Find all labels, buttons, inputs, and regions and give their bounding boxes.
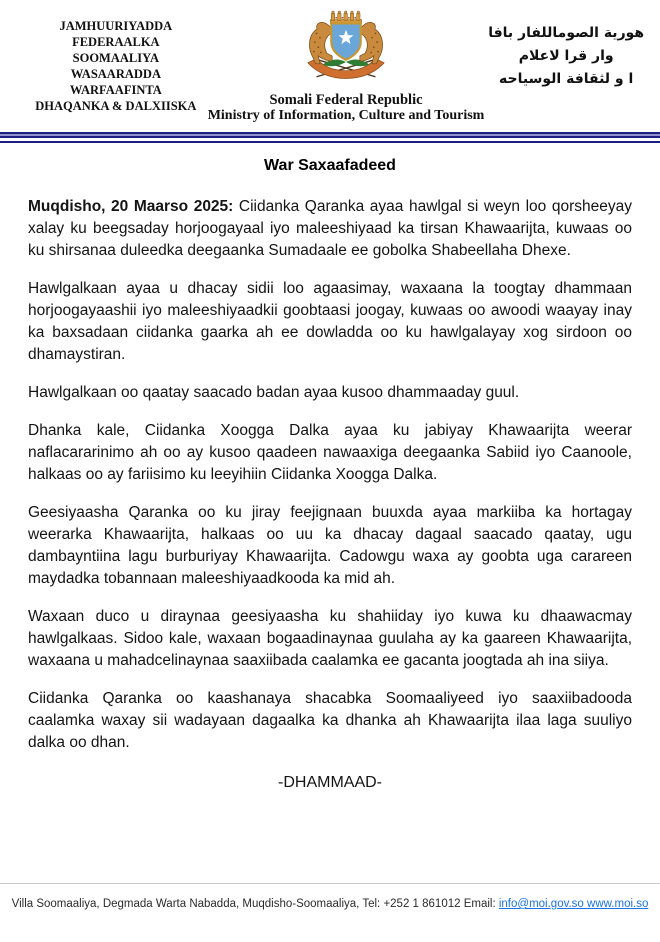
paragraph-1-text: Ciidanka Qaranka ayaa hawlgal si weyn loo qorsheeyay xalay ku beegsaday horjoogayaal iyo maleeshiyaad ka tirsan Khawaarijta, kuwaas oo ku shirsanaa duleedka deegaanka Sumadaale ee gobolka Shabeellaha Dhexe. [28,198,632,259]
ministry-somali-line: JAMHUURIYADDA FEDERAALKA [59,19,173,49]
paragraph-1 [28,196,632,262]
header-rule [0,132,660,143]
ministry-somali-line: WASAARADDA WARFAAFINTA [69,67,162,97]
end-mark: -DHAMMAAD- [278,774,382,791]
footer-email-web-link[interactable]: info@moi.gov.so www.moi.so [498,898,649,910]
somalia-coat-of-arms-icon [294,8,398,90]
dateline: Muqdisho, 20 Maarso 2025: [28,198,234,215]
paragraph-5: Geesiyaasha Qaranka oo ku jiray feejignaan buuxda ayaa markiiba ka hortagay weerarka Khawaarijta, halkaas oo uu ka dhacay dagaal saacado qaatay, ugu dambayntiina lagu burburiyay Khawaarijta. Cadowgu waxa ay goobta uga carareen maydadka tobannaan maleeshiyaadkooda ka mid ah. [28,504,632,587]
document-body [0,157,660,792]
letterhead-center [208,8,485,124]
paragraph-7: Ciidanka Qaranka oo kaashanaya shacabka Soomaaliyeed iyo saaxiibadooda caalamka waxay sii wadayaan dagaalka ka dhanka ah Khawaarijta ilaa laga suuliyo dalka oo dhan. [28,690,632,751]
ministry-arabic-line: ا و لثقافة الوسياحه [499,71,634,87]
document-title: War Saxaafadeed [264,157,396,174]
ministry-somali-line: SOOMAALIYA [72,51,160,65]
paragraph-3: Hawlgalkaan oo qaatay saacado badan ayaa kusoo dhammaaday guul. [28,384,520,401]
footer-address-text: Villa Soomaaliya, Degmada Warta Nabadda, Muqdisho-Soomaaliya, Tel: +252 1 861012 Email: [11,898,499,910]
footer-contact [0,898,660,910]
republic-name-english: Somali Federal Republic [269,92,423,108]
ministry-name-arabic [484,12,648,91]
paragraph-4: Dhanka kale, Ciidanka Xoogga Dalka ayaa ku jabiyay Khawaarijta weerar naflacararinimo ah oo ay kusoo qaadeen nawaaxiga deegaanka Sabiid iyo Caanoole, halkaas oo ay fariisimo ku leeyihiin Ciidanka Xoogga Dalka. [28,422,632,483]
letterhead [0,0,660,124]
paragraph-2: Hawlgalkaan ayaa u dhacay sidii loo agaasimay, waxaana la toogtay dhammaan horjoogayaashii iyo maleeshiyaadkii goobtaasi joogay, kuwaas oo awoodi waayay inay ka baxsadaan ciidanka gaarka ah ee dowladda oo ku hawlgalayay xog sirdoon oo dhamaystiran. [28,280,632,363]
footer-rule [0,883,660,884]
ministry-arabic-line: هورية الصوماللفار بافا [488,25,645,41]
ministry-name-english: Ministry of Information, Culture and Tourism [207,108,485,123]
paragraph-6: Waxaan duco u diraynaa geesiyaasha ku shahiiday iyo kuwa ku dhaawacmay hawlgalkaas. Sidoo kale, waxaan bogaadinaynaa guulaha ay ka gaareen Khawaarijta, waxaana u mahadcelinaynaa saaxiibada caalamka ee gacanta joogtada ah ina siiya. [28,608,632,669]
ministry-arabic-line: وار قرا لاعلام [518,48,614,64]
ministry-somali-line: DHAQANKA & DALXIISKA [35,99,197,113]
ministry-name-somali [24,12,208,114]
